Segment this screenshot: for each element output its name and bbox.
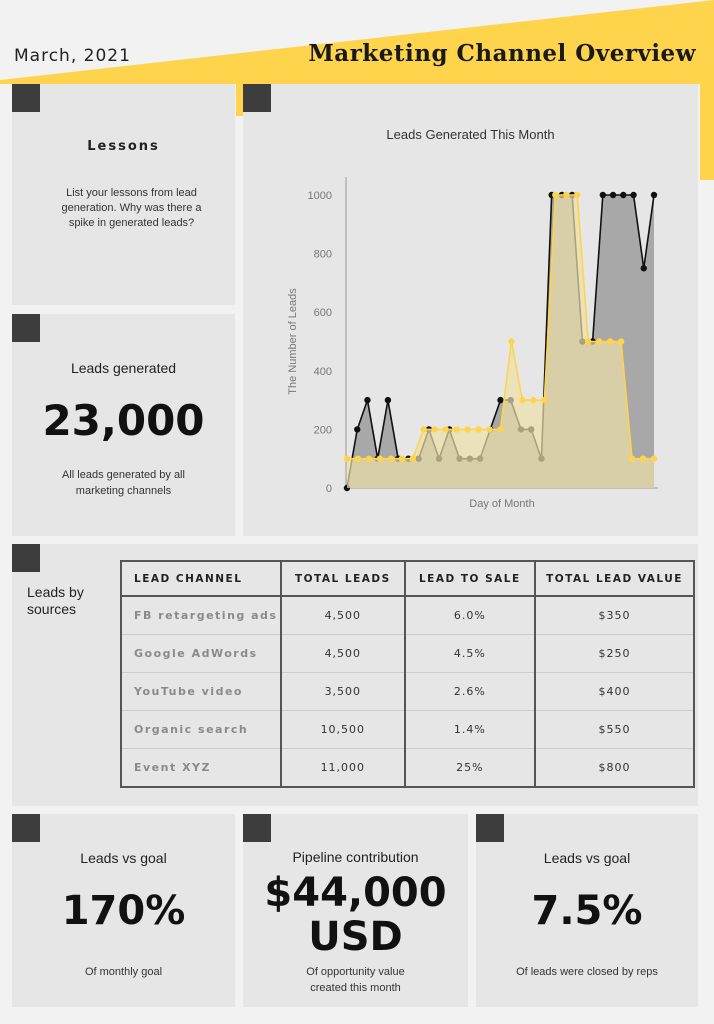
y-tick-label: 200: [313, 424, 332, 437]
leads-generated-desc: All leads generated by all marketing channels: [62, 469, 185, 497]
cell-lead-value: $550: [535, 711, 694, 749]
leads-generated-value: 23,000: [42, 396, 205, 445]
column-header: TOTAL LEAD VALUE: [535, 561, 694, 596]
cell-total-leads: 11,000: [281, 749, 405, 788]
lessons-body: List your lessons from lead generation. Why was there a spike in generated leads?: [61, 187, 202, 229]
card-square-icon: [476, 814, 504, 842]
card-square-icon: [243, 814, 271, 842]
data-point: [600, 192, 606, 198]
closed-rate-value: 7.5%: [531, 888, 643, 934]
column-header: LEAD CHANNEL: [121, 561, 281, 596]
cell-lead-to-sale: 6.0%: [405, 596, 535, 635]
cell-channel: YouTube video: [121, 673, 281, 711]
data-point: [366, 456, 372, 462]
cell-channel: Event XYZ: [121, 749, 281, 788]
leads-generated-card: [12, 314, 235, 536]
leads-vs-goal-card: [12, 814, 235, 1007]
card-square-icon: [12, 314, 40, 342]
data-point: [497, 426, 503, 432]
sources-table: [120, 560, 695, 788]
data-point: [610, 192, 616, 198]
data-point: [475, 426, 481, 432]
cell-lead-to-sale: 1.4%: [405, 711, 535, 749]
cell-lead-value: $350: [535, 596, 694, 635]
y-tick-label: 0: [325, 483, 332, 495]
sources-label: Leads by sources: [27, 584, 84, 617]
pipeline-desc: Of opportunity value created this month: [306, 966, 405, 994]
data-point: [442, 426, 448, 432]
chart-card: [243, 84, 698, 536]
cell-lead-to-sale: 2.6%: [405, 673, 535, 711]
data-point: [640, 456, 646, 462]
data-point: [385, 397, 391, 403]
data-point: [388, 456, 394, 462]
lessons-card: [12, 84, 235, 305]
data-point: [486, 426, 492, 432]
y-tick-label: 400: [313, 365, 332, 378]
leads-vs-goal-value: 170%: [61, 888, 186, 934]
closed-rate-label: Leads vs goal: [543, 850, 631, 866]
data-point: [464, 426, 470, 432]
data-point: [574, 192, 580, 198]
data-point: [508, 338, 514, 344]
cell-total-leads: 10,500: [281, 711, 405, 749]
leads-area-chart: [243, 84, 698, 536]
pipeline-value-amount: $44,000: [264, 870, 447, 916]
cell-total-leads: 4,500: [281, 635, 405, 673]
data-point: [432, 426, 438, 432]
y-tick-label: 1000: [307, 190, 332, 202]
pipeline-card: [243, 814, 468, 1007]
data-point: [585, 338, 591, 344]
card-square-icon: [12, 544, 40, 572]
card-square-icon: [12, 814, 40, 842]
data-point: [618, 338, 624, 344]
data-point: [344, 456, 350, 462]
data-point: [541, 397, 547, 403]
cell-channel: Organic search: [121, 711, 281, 749]
cell-channel: FB retargeting ads: [121, 596, 281, 635]
x-axis-label: Day of Month: [469, 498, 535, 510]
y-tick-label: 800: [313, 248, 332, 261]
data-point: [364, 397, 370, 403]
page-title: Marketing Channel Overview: [308, 40, 696, 67]
pipeline-value-currency: USD: [308, 914, 403, 960]
cell-channel: Google AdWords: [121, 635, 281, 673]
data-point: [552, 192, 558, 198]
data-point: [399, 456, 405, 462]
pipeline-label: Pipeline contribution: [292, 849, 419, 865]
cell-lead-value: $800: [535, 749, 694, 788]
cell-total-leads: 4,500: [281, 596, 405, 635]
data-point: [519, 397, 525, 403]
data-point: [410, 456, 416, 462]
closed-rate-desc: Of leads were closed by reps: [516, 966, 658, 978]
data-point: [630, 192, 636, 198]
data-point: [355, 456, 361, 462]
data-point: [377, 456, 383, 462]
table-row: [121, 596, 694, 635]
data-point: [629, 456, 635, 462]
y-axis-label: The Number of Leads: [287, 288, 299, 395]
cell-lead-value: $400: [535, 673, 694, 711]
cell-total-leads: 3,500: [281, 673, 405, 711]
data-point: [641, 265, 647, 271]
leads-vs-goal-label: Leads vs goal: [80, 850, 167, 866]
cell-lead-value: $250: [535, 635, 694, 673]
closed-rate-card: [476, 814, 698, 1007]
data-point: [620, 192, 626, 198]
data-point: [354, 426, 360, 432]
sources-card: [12, 544, 698, 806]
column-header: TOTAL LEADS: [281, 561, 405, 596]
table-row: [121, 673, 694, 711]
table-row: [121, 711, 694, 749]
report-date: March, 2021: [14, 46, 131, 66]
leads-generated-label: Leads generated: [70, 360, 177, 376]
table-row: [121, 635, 694, 673]
data-point: [651, 456, 657, 462]
cell-lead-to-sale: 4.5%: [405, 635, 535, 673]
data-point: [497, 397, 503, 403]
leads-vs-goal-desc: Of monthly goal: [84, 966, 163, 978]
data-point: [421, 426, 427, 432]
y-tick-label: 600: [313, 307, 332, 320]
data-point: [563, 192, 569, 198]
data-point: [651, 192, 657, 198]
data-point: [453, 426, 459, 432]
column-header: LEAD TO SALE: [405, 561, 535, 596]
data-point: [607, 338, 613, 344]
data-point: [596, 338, 602, 344]
data-point: [530, 397, 536, 403]
cell-lead-to-sale: 25%: [405, 749, 535, 788]
table-header-row: [121, 561, 694, 596]
card-square-icon: [12, 84, 40, 112]
lessons-title: Lessons: [87, 139, 160, 154]
table-row: [121, 749, 694, 788]
chart-title: Leads Generated This Month: [386, 127, 555, 142]
